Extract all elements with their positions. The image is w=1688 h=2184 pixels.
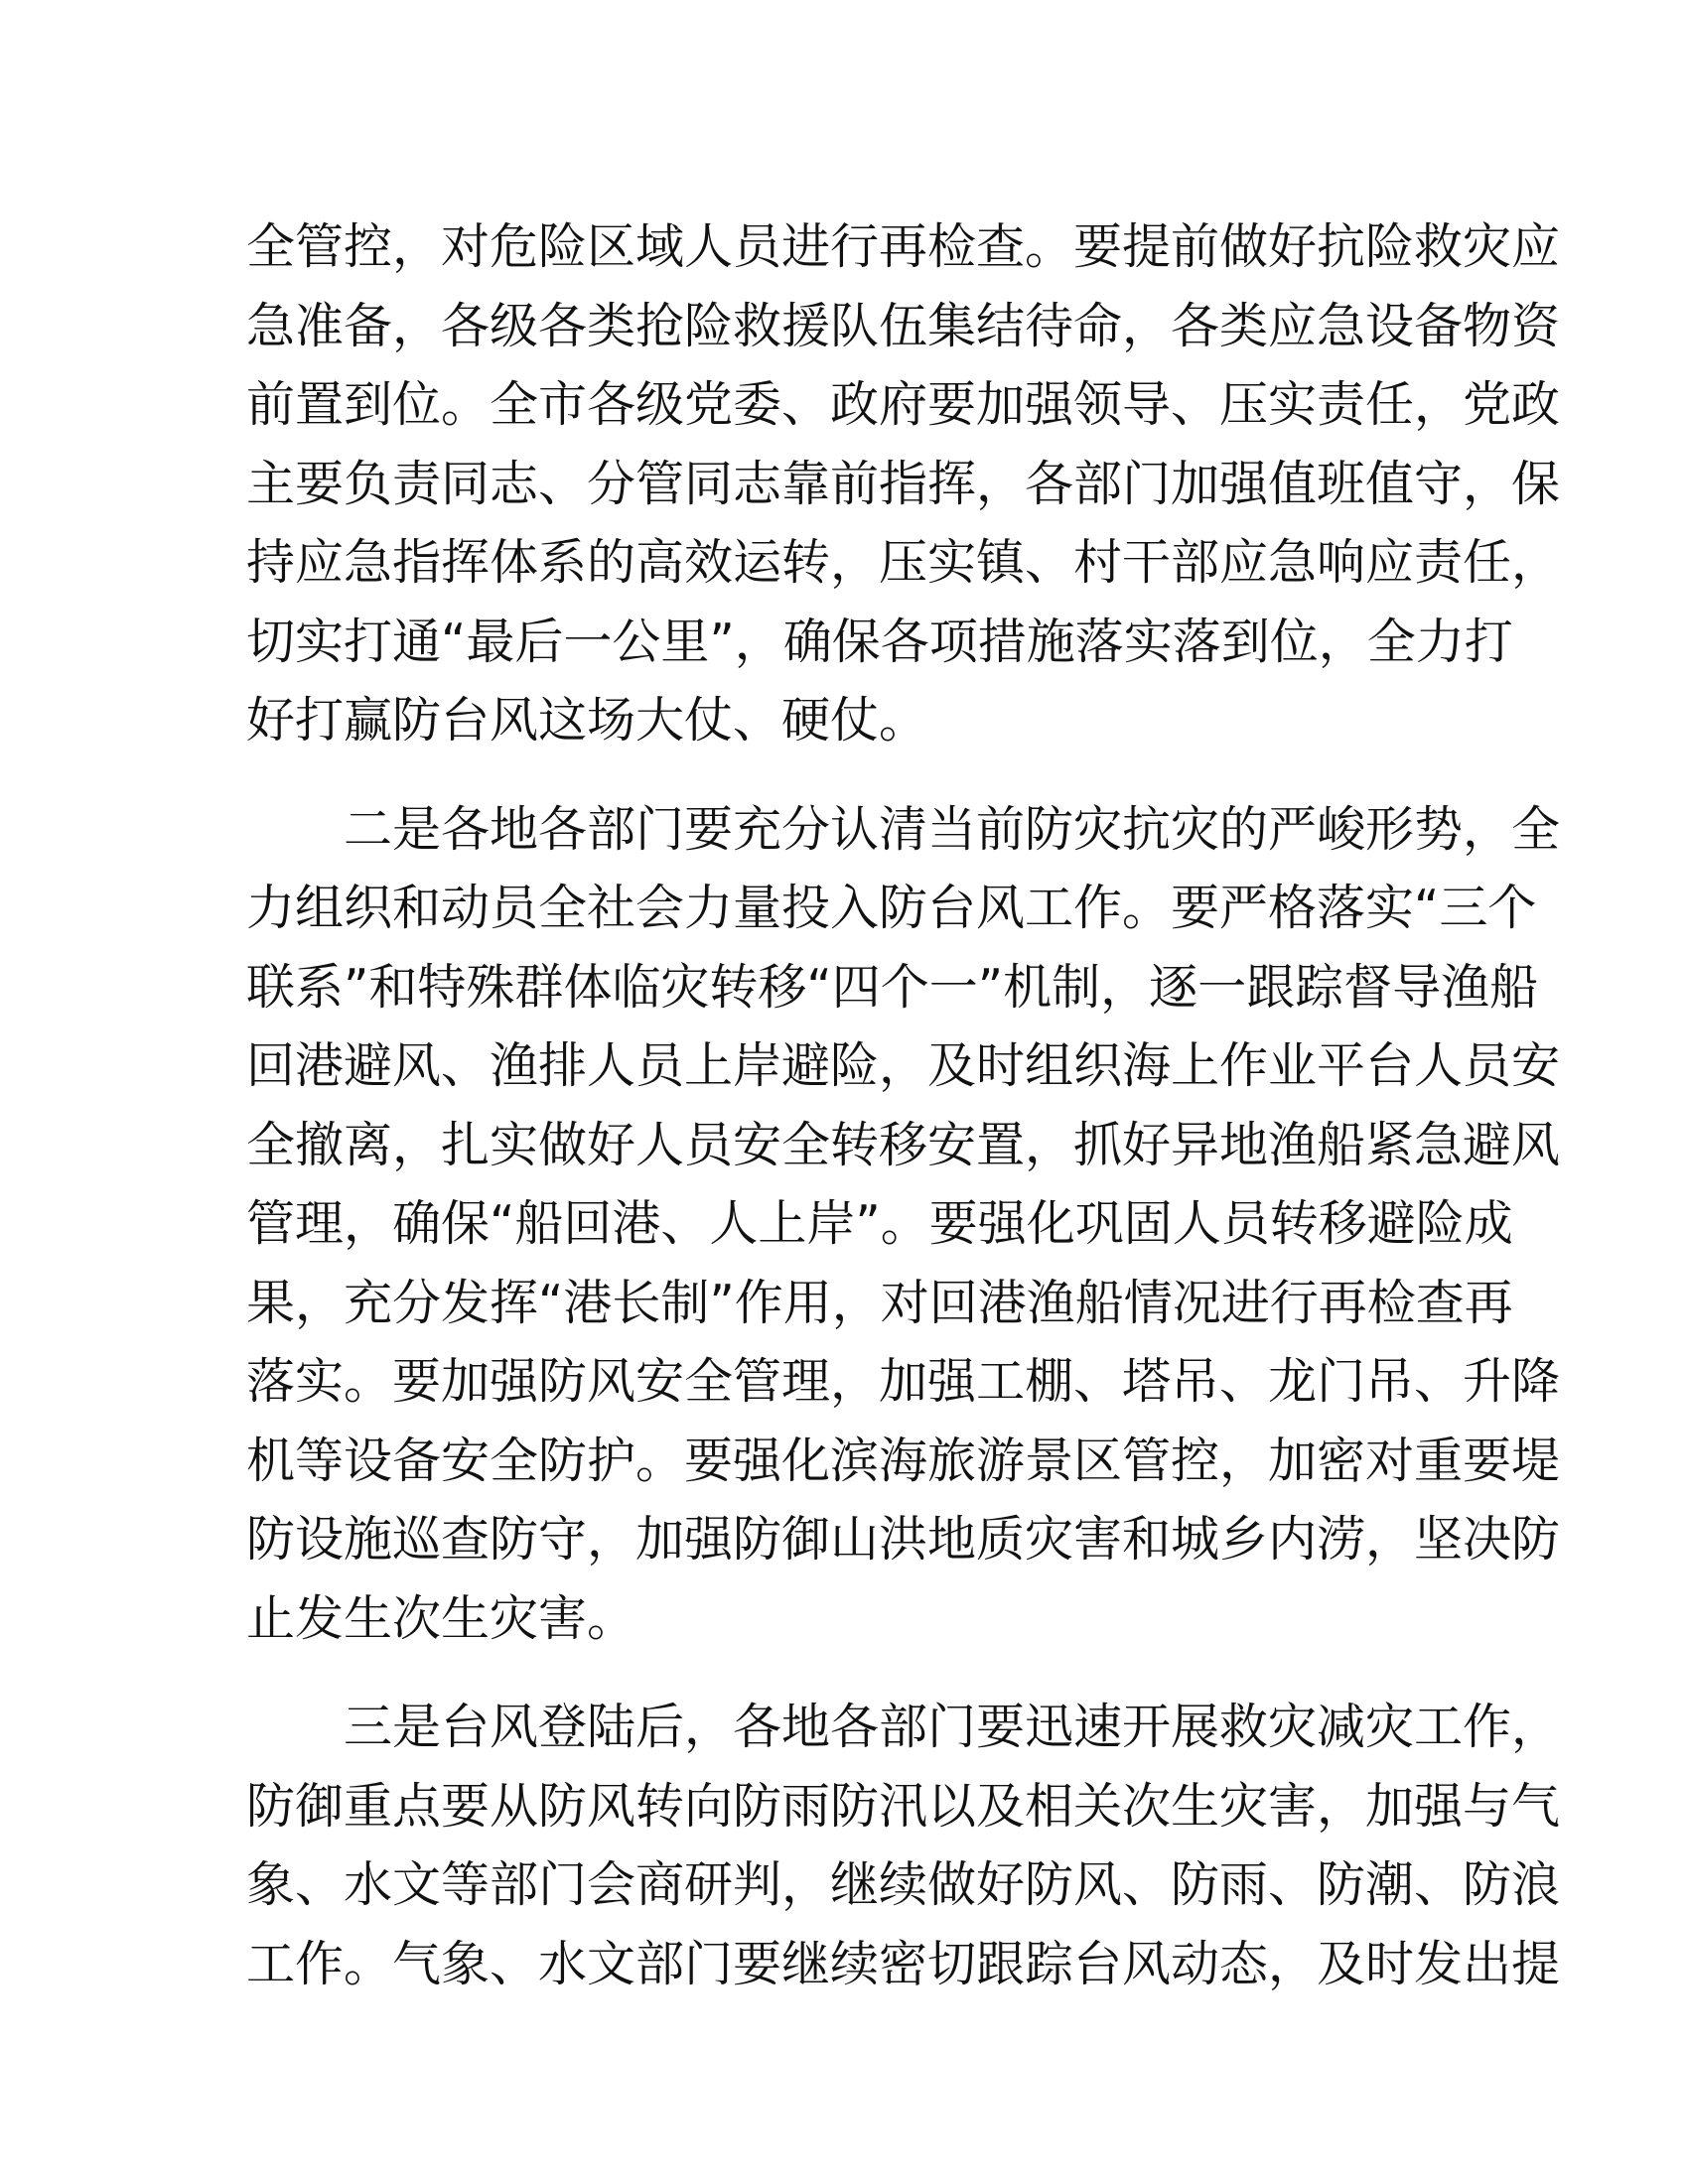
text-line: 全撤离，扎实做好人员安全转移安置，抓好异地渔船紧急避风 xyxy=(246,1116,1561,1173)
text-line: 机等设备安全防护。要强化滨海旅游景区管控，加密对重要堤 xyxy=(246,1432,1561,1489)
text-line: 主要负责同志、分管同志靠前指挥，各部门加强值班值守，保 xyxy=(246,455,1561,512)
text-line: 急准备，各级各类抢险救援队伍集结待命，各类应急设备物资 xyxy=(246,297,1561,354)
text-line: 三是台风登陆后，各地各部门要迅速开展救灾减灾工作， xyxy=(246,1699,1561,1755)
body-text xyxy=(246,207,1561,2003)
paragraph-3 xyxy=(246,1688,1561,2003)
text-line: 前置到位。全市各级党委、政府要加强领导、压实责任，党政 xyxy=(246,376,1561,433)
text-line: 联系”和特殊群体临灾转移“四个一”机制，逐一跟踪督导渔船 xyxy=(246,958,1539,1016)
paragraph-spacing xyxy=(246,1658,1444,1688)
text-line: 回港避风、渔排人员上岸避险，及时组织海上作业平台人员安 xyxy=(246,1037,1561,1094)
paragraph-2 xyxy=(246,790,1561,1659)
text-line: 防御重点要从防风转向防雨防汛以及相关次生灾害，加强与气 xyxy=(246,1777,1561,1835)
text-line: 防设施巡查防守，加强防御山洪地质灾害和城乡内涝，坚决防 xyxy=(246,1511,1561,1568)
text-line: 落实。要加强防风安全管理，加强工棚、塔吊、龙门吊、升降 xyxy=(246,1353,1561,1410)
text-line: 管理，确保“船回港、人上岸”。要强化巩固人员转移避险成 xyxy=(246,1195,1513,1252)
text-line: 持应急指挥体系的高效运转，压实镇、村干部应急响应责任， xyxy=(246,534,1561,591)
text-line: 二是各地各部门要充分认清当前防灾抗灾的严峻形势，全 xyxy=(246,800,1561,858)
text-line: 象、水文等部门会商研判，继续做好防风、防雨、防潮、防浪 xyxy=(246,1856,1561,1913)
text-line: 力组织和动员全社会力量投入防台风工作。要严格落实“三个 xyxy=(246,880,1537,936)
text-line: 切实打通“最后一公里”，确保各项措施落实落到位，全力打 xyxy=(246,613,1513,670)
paragraph-1 xyxy=(246,207,1561,760)
text-line: 全管控，对危险区域人员进行再检查。要提前做好抗险救灾应 xyxy=(246,218,1561,275)
text-line: 果，充分发挥“港长制”作用，对回港渔船情况进行再检查再 xyxy=(246,1274,1513,1331)
text-line: 好打赢防台风这场大仗、硬仗。 xyxy=(246,692,928,749)
text-line: 工作。气象、水文部门要继续密切跟踪台风动态，及时发出提 xyxy=(246,1935,1561,1992)
paragraph-spacing xyxy=(246,760,1444,790)
text-line: 止发生次生灾害。 xyxy=(246,1589,636,1647)
